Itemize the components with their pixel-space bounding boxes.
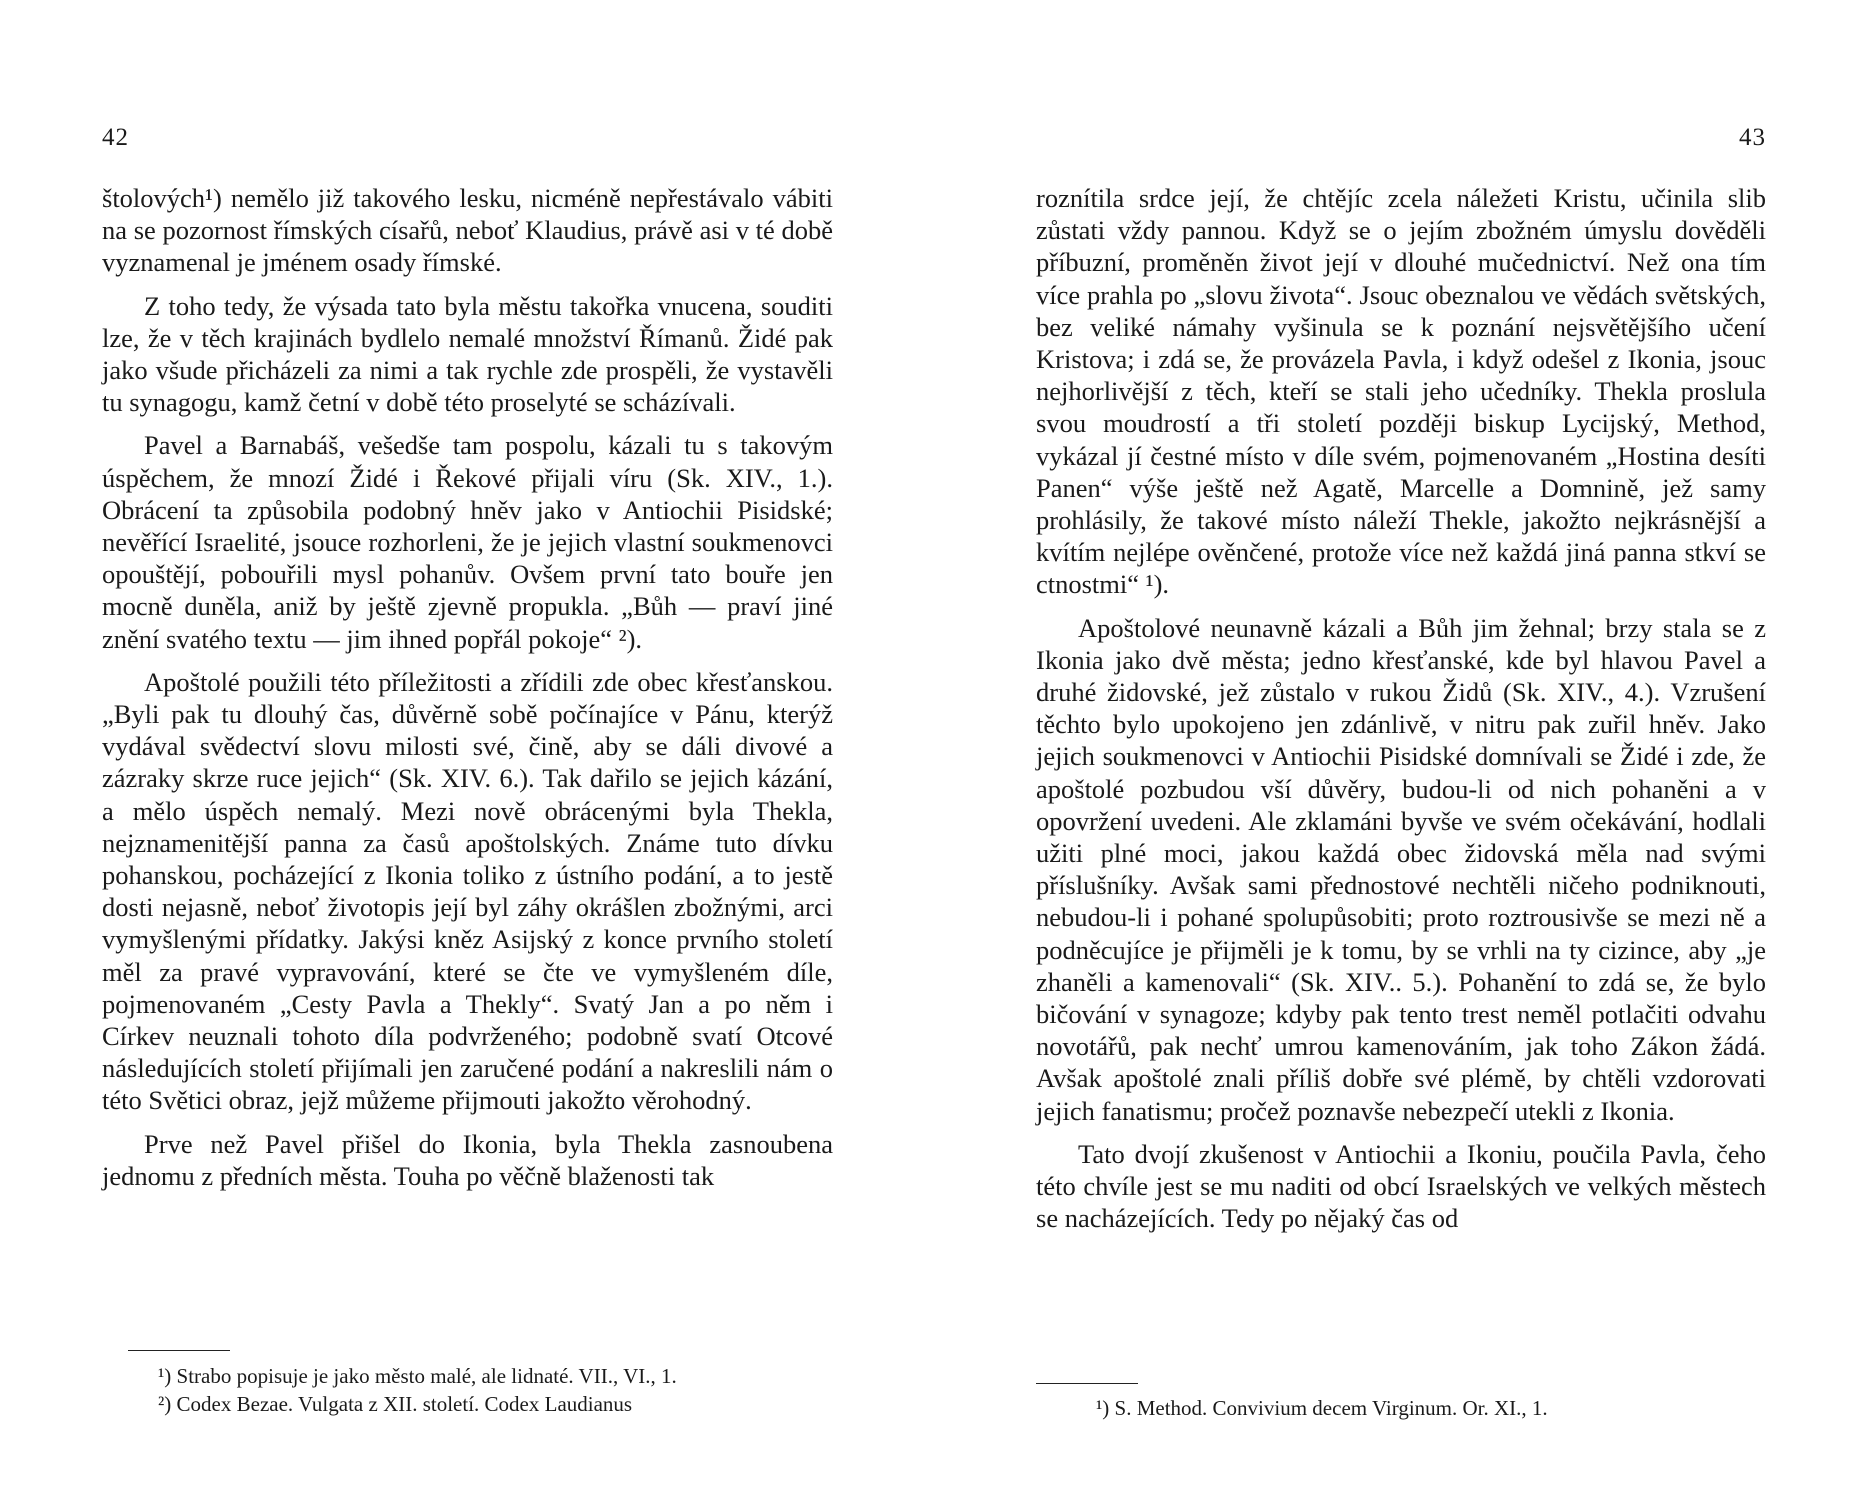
right-page — [928, 0, 1856, 1500]
page-number: 43 — [1739, 124, 1766, 151]
footnote: ¹) S. Method. Convivium decem Virginum. Or. XI., 1. — [1096, 1396, 1548, 1420]
footnotes — [158, 1362, 838, 1418]
body-text — [102, 182, 833, 1203]
paragraph: Apoštolé použili této příležitosti a zřídili zde obec křesťanskou. „Byli pak tu dlouhý čas, důvěrně sobě počínajíce v Pánu, kterýž vydával svědectví slovu milosti své, čině, aby se dáli divové a zázraky skrze ruce jejich“ (Sk. XIV. 6.). Tak dařilo se jejich kázání, a mělo úspěch nemalý. Mezi nově obrácenými byla Thekla, nejznamenitější panna za časů apoštolských. Známe tuto dívku pohanskou, pocházející z Ikonia toliko z ústního podání, a to jestě dosti nejasně, neboť životopis její byl záhy okrášlen zbožnými, arci vymyšlenými přídatky. Jakýsi kněz Asijský z konce prvního století měl za pravé vypravování, které se čte ve vymyšleném díle, pojmenovaném „Cesty Pavla a Thekly“. Svatý Jan a po něm i Církev neuznali tohoto díla podvrženého; podobně svatí Otcové následujících století přijímali jen zaručené podání a nakreslili nám o této Světici obraz, jejž můžeme přijmouti jakožto věrohodný. — [102, 666, 833, 1116]
paragraph: roznítila srdce její, že chtějíc zcela náležeti Kristu, učinila slib zůstati vždy pannou. Když se o jejím zbožném úmyslu dověděli příbuzní, proměněn život její v dlouhé mučednictví. Než ona tím více prahla po „slovu života“. Jsouc obeznalou ve vědách světských, bez veliké námahy vyšinula se k poznání nejsvětějšího učení Kristova; i zdá se, že provázela Pavla, i když odešel z Ikonia, jsouc nejhorlivější z těch, kteří se stali jeho učedníky. Thekla proslula svou moudrostí a tři století později biskup Lycijský, Method, vykázal jí čestné místo v díle svém, pojmenovaném „Hostina desíti Panen“ výše ještě než Agatě, Marcelle a Domnině, jež samy prohlásily, že takové místo náleží Thekle, jakožto nejkrásnější a kvítím nejlépe ověnčené, protože více než každá jiná panna stkví se ctnostmi“ ¹). — [1036, 183, 1766, 600]
paragraph: Z toho tedy, že výsada tato byla městu takořka vnucena, souditi lze, že v těch krajinách bydlelo nemalé množství Římanů. Židé pak jako všude přicházeli za nimi a tak rychle zde prospěli, že vystavěli tu synagogu, kamž četní v době této proselyté se scházívali. — [102, 290, 833, 418]
footnote-divider — [1036, 1383, 1138, 1384]
paragraph: Apoštolové neunavně kázali a Bůh jim žehnal; brzy stala se z Ikonia jako dvě města; jedno křesťanské, kde byl hlavou Pavel a druhé židovské, jež zůstalo v rukou Židů (Sk. XIV., 4.). Vzrušení těchto bylo upokojeno jen zdánlivě, v nitru pak zuřil hněv. Jako jejich soukmenovci v Antiochii Pisidské domnívali se Židé i zde, že apoštolé pozbudou vší důvěry, budou-li od nich pohaněni a v opovržení uvedeni. Ale zklamáni byvše ve svém očekávání, hodlali užiti plné moci, jakou každá obec židovská měla nad svými příslušníky. Avšak sami přednostové nechtěli ničeho podniknouti, nebudou-li i pohané spolupůsobiti; proto roztrousivše se mezi ně a podněcujíce je přijměli je k tomu, by se vrhli na ty cizince, aby „je zhaněli a kamenovali“ (Sk. XIV.. 5.). Pohanění to zdá se, že bylo bičování v synagoze; kdyby pak tento trest neměl potlačiti odvahu novotářů, pak nechť umrou kamenováním, jak toho Zákon žádá. Avšak apoštolé znali příliš dobře své plémě, by chtěli vzdorovati jejich fanatismu; pročež poznavše nebezpečí utekli z Ikonia. — [1036, 612, 1766, 1126]
paragraph: Tato dvojí zkušenost v Antiochii a Ikoniu, poučila Pavla, čeho této chvíle jest se mu naditi od obcí Israelských ve velkých městech se nacházejících. Tedy po nějaký čas od — [1036, 1138, 1766, 1234]
paragraph: štolových¹) nemělo již takového lesku, nicméně nepřestávalo vábiti na se pozornost římských císařů, neboť Klaudius, právě asi v té době vyznamenal je jménem osady římské. — [102, 183, 833, 278]
footnote: ²) Codex Bezae. Vulgata z XII. století. Codex Laudianus — [158, 1392, 633, 1416]
page-number: 42 — [102, 124, 129, 151]
footnote-divider — [128, 1350, 230, 1351]
body-text — [1036, 182, 1766, 1246]
paragraph: Pavel a Barnabáš, vešedše tam pospolu, kázali tu s takovým úspěchem, že mnozí Židé i Řekové přijali víru (Sk. XIV., 1.). Obrácení ta způsobila podobný hněv jako v Antiochii Pisidské; nevěřící Israelité, jsouce rozhorleni, že je jejich vlastní soukmenovci opouštějí, pobouřili mysl pohanův. Ovšem první tato bouře jen mocně duněla, aniž by ještě zjevně propukla. „Bůh — praví jiné znění svatého textu — jim ihned popřál pokoje“ ²). — [102, 430, 833, 654]
footnote: ¹) Strabo popisuje je jako město malé, ale lidnaté. VII., VI., 1. — [158, 1364, 677, 1388]
footnotes — [1096, 1394, 1776, 1422]
paragraph: Prve než Pavel přišel do Ikonia, byla Thekla zasnoubena jednomu z předních města. Touha po věčně blaženosti tak — [102, 1128, 833, 1191]
